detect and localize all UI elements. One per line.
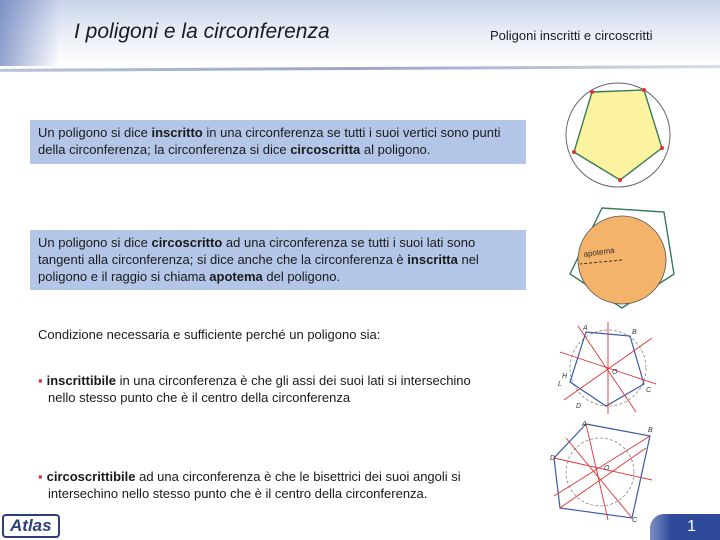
bullet-dot: ▪ <box>38 373 43 388</box>
text: del poligono. <box>262 269 341 284</box>
keyword-inscrittibile: inscrittibile <box>46 373 116 388</box>
vertex-label: B <box>632 329 637 336</box>
inscribed-pentagon-figure <box>556 80 680 190</box>
center-label: O <box>612 369 618 376</box>
bullet-inscrittibile <box>38 372 518 406</box>
keyword-apotema: apotema <box>209 269 263 284</box>
vertex-label: A <box>583 325 588 332</box>
center-label: O <box>604 465 610 472</box>
point-label: H <box>562 373 568 380</box>
page-title: I poligoni e la circonferenza <box>74 20 330 43</box>
vertex-label: D <box>550 455 556 462</box>
text: ad una circonferenza se tutti i suoi lati sono tangenti alla circonferenza; si dice anche che la circonferenza è <box>38 235 476 267</box>
text: in una circonferenza è che gli assi dei suoi lati si intersechino <box>115 373 471 388</box>
bullet-dot: ▪ <box>38 469 43 484</box>
vertex-label: B <box>648 427 653 434</box>
text: Un poligono si dice <box>38 125 152 140</box>
point-label: L <box>558 381 562 388</box>
text: nello stesso punto che è il centro della circonferenza <box>48 390 351 405</box>
keyword-circoscritta: circoscritta <box>290 142 361 157</box>
atlas-logo: Atlas <box>2 514 60 538</box>
text: in una circonferenza se tutti i suoi vertici sono punti della circonferenza; la circonferenza si dice <box>38 125 501 157</box>
keyword-circoscrittibile: circoscrittibile <box>46 469 136 484</box>
vertex-label: C <box>646 387 652 394</box>
text: Un poligono si dice <box>38 235 152 250</box>
keyword-inscritto: inscritto <box>151 125 203 140</box>
text: ad una circonferenza è che le bisettrici dei suoi angoli si <box>135 469 461 484</box>
page-number: 1 <box>687 518 696 535</box>
definition-box-inscritto <box>30 120 526 164</box>
circumscribed-pentagon-figure <box>566 204 678 312</box>
perpendicular-bisectors-figure <box>556 322 660 414</box>
keyword-inscritta: inscritta <box>407 252 458 267</box>
apotema-label: apotema <box>583 245 616 259</box>
pentagon <box>574 90 662 180</box>
definition-box-circoscritto <box>30 230 526 290</box>
bullet-circoscrittibile <box>38 468 518 502</box>
page-number-badge <box>650 514 720 540</box>
text: nel poligono e il raggio si chiama <box>38 252 479 284</box>
condition-intro: Condizione necessaria e sufficiente perché un poligono sia: <box>38 327 381 342</box>
text: intersechino nello stesso punto che è il centro della circonferenza. <box>48 486 428 501</box>
header-shade <box>0 0 60 66</box>
keyword-circoscritto: circoscritto <box>151 235 223 250</box>
vertex-label: C <box>632 517 638 524</box>
section-title: Poligoni inscritti e circoscritti <box>490 28 653 43</box>
text: al poligono. <box>360 142 431 157</box>
vertex-label: A <box>582 421 587 428</box>
header-divider <box>0 65 720 72</box>
angle-bisectors-figure <box>546 418 658 524</box>
vertex-label: D <box>576 403 582 410</box>
inscribed-circle <box>566 438 634 506</box>
